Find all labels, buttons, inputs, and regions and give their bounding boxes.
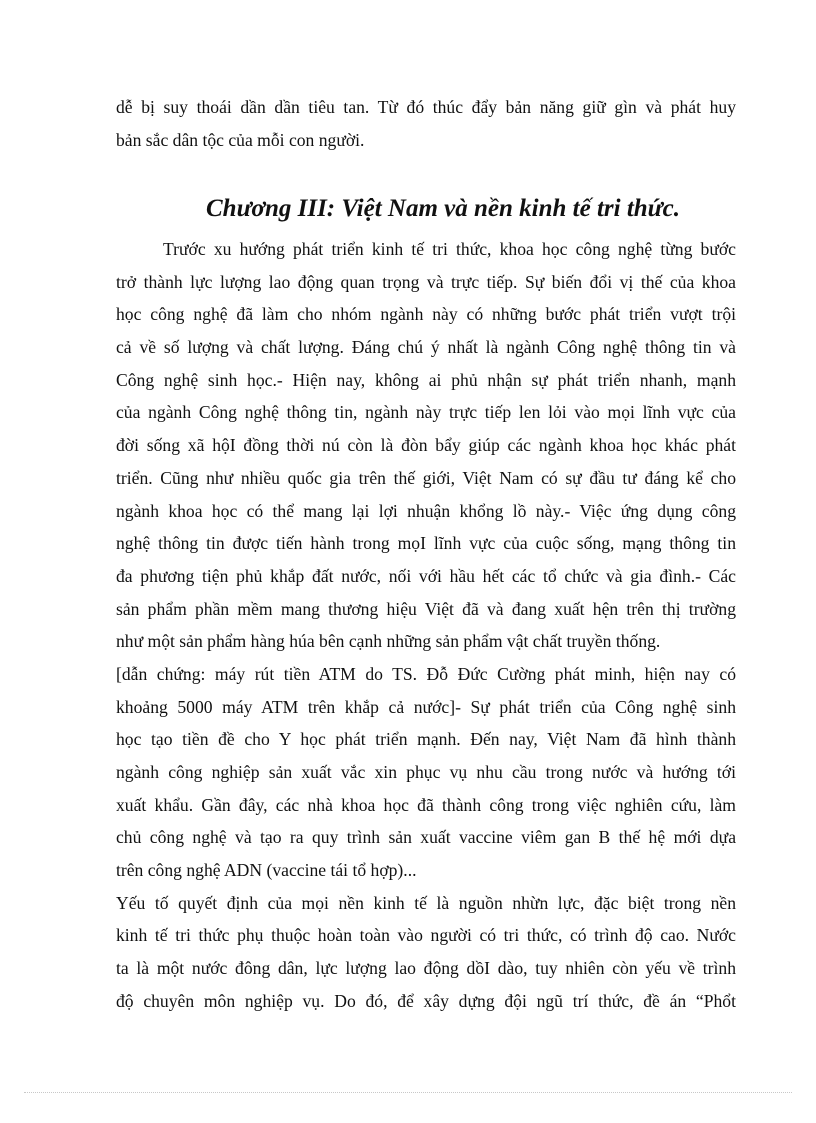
page-bottom-divider xyxy=(24,1092,792,1093)
text-line: học công nghệ đã làm cho nhóm ngành này có những bước phát triển vượt trội xyxy=(116,304,736,325)
text-line: đời sống xã hộI đồng thời nú còn là đòn bẩy giúp các ngành khoa học khác phát xyxy=(116,435,736,456)
text-line: chủ công nghệ và tạo ra quy trình sản xuất vaccine viêm gan B thế hệ mới dựa xyxy=(116,827,736,848)
text-line: Công nghệ sinh học.- Hiện nay, không ai phủ nhận sự phát triển nhanh, mạnh xyxy=(116,369,736,390)
text-line: như một sản phẩm hàng húa bên cạnh những sản phẩm vật chất truyền thống. xyxy=(116,631,661,652)
text-line: sản phẩm phần mềm mang thương hiệu Việt đã và đang xuất hện trên thị trường xyxy=(116,598,736,619)
text-line: Trước xu hướng phát triển kinh tế tri thức, khoa học công nghệ từng bước xyxy=(163,239,736,259)
text-line: nghệ thông tin được tiến hành trong mọI lĩnh vực của cuộc sống, mạng thông tin xyxy=(116,533,736,554)
text-line: cả về số lượng và chất lượng. Đáng chú ý nhất là ngành Công nghệ thông tin và xyxy=(116,337,736,358)
text-line: trên công nghệ ADN (vaccine tái tổ hợp)... xyxy=(116,860,417,881)
text-line: bản sắc dân tộc của mỗi con người. xyxy=(116,129,365,150)
text-line: ngành khoa học có thể mang lại lợi nhuận khổng lồ này.- Việc ứng dụng công xyxy=(116,500,736,521)
text-line: ngành công nghiệp sản xuất vắc xin phục vụ nhu cầu trong nước và hướng tới xyxy=(116,762,736,782)
text-line: học tạo tiền đề cho Y học phát triển mạnh. Đến nay, Việt Nam đã hình thành xyxy=(116,729,736,750)
text-line: xuất khẩu. Gần đây, các nhà khoa học đã thành công trong việc nghiên cứu, làm xyxy=(116,794,736,815)
text-line: triển. Cũng như nhiều quốc gia trên thế giới, Việt Nam có sự đầu tư đáng kể cho xyxy=(116,467,736,488)
chapter-heading: Chương III: Việt Nam và nền kinh tế tri thức. xyxy=(205,195,680,222)
text-line: độ chuyên môn nghiệp vụ. Do đó, để xây dựng đội ngũ trí thức, đề án “Phổt xyxy=(116,990,736,1011)
text-line: [dẫn chứng: máy rút tiền ATM do TS. Đỗ Đức Cường phát minh, hiện nay có xyxy=(116,663,736,684)
text-line: của ngành Công nghệ thông tin, ngành này trực tiếp len lỏi vào mọi lĩnh vực của xyxy=(116,402,736,423)
text-line: dễ bị suy thoái dần dần tiêu tan. Từ đó thúc đẩy bản năng giữ gìn và phát huy xyxy=(116,97,736,117)
text-line: ta là một nước đông dân, lực lượng lao động dồI dào, tuy nhiên còn yếu về trình xyxy=(116,958,736,979)
text-line: trở thành lực lượng lao động quan trọng và trực tiếp. Sự biến đổi vị thế của khoa xyxy=(116,271,736,292)
intro-paragraph xyxy=(116,91,736,156)
text-line: Yếu tố quyết định của mọi nền kinh tế là nguồn nhừn lực, đặc biệt trong nền xyxy=(116,892,736,913)
text-line: đa phương tiện phủ khắp đất nước, nối với hầu hết các tổ chức và gia đình.- Các xyxy=(116,565,736,586)
chapter-body xyxy=(116,233,736,1018)
text-line: khoảng 5000 máy ATM trên khắp cả nước]- Sự phát triển của Công nghệ sinh xyxy=(116,696,736,717)
text-line: kinh tế tri thức phụ thuộc hoàn toàn vào người có tri thức, có trình độ cao. Nước xyxy=(116,925,736,946)
